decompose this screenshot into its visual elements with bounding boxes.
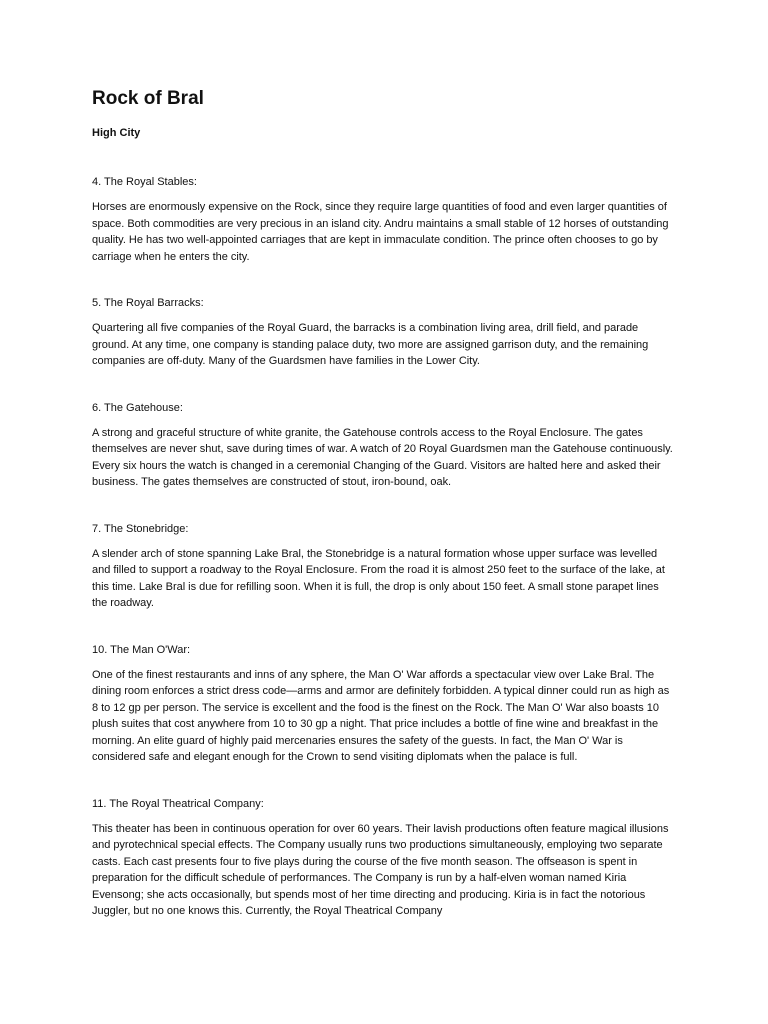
section-heading: 10. The Man O'War: bbox=[92, 643, 191, 656]
section-body: This theater has been in continuous operation for over 60 years. Their lavish productions often feature magical illusions and pyrotechnical special effects. The Company usually runs two productions simultaneously, employing two separate casts. Each cast presents four to five plays during the course of the five month season. The offseason is spent in preparation for the difficult schedule of performances. The Company is run by a half-elven woman named Kiria Evensong; she acts occasionally, but spends most of her time directing and producing. Kiria is in fact the notorious Juggler, but no one knows this. Currently, the Royal Theatrical Company bbox=[92, 822, 669, 917]
section-body: A slender arch of stone spanning Lake Bral, the Stonebridge is a natural formation whose upper surface was levelled and filled to support a roadway to the Royal Enclosure. From the road it is almost 250 feet to the surface of the lake, at this time. Lake Bral is due for refilling soon. When it is full, the drop is only about 150 feet. A small stone parapet lines the roadway. bbox=[92, 547, 665, 609]
section-heading: 7. The Stonebridge: bbox=[92, 522, 189, 535]
section-heading: 11. The Royal Theatrical Company: bbox=[92, 797, 264, 810]
page-title: Rock of Bral bbox=[92, 88, 204, 109]
section-heading: 5. The Royal Barracks: bbox=[92, 297, 204, 309]
section-man-o-war bbox=[92, 642, 676, 766]
section-royal-theatrical-company bbox=[92, 796, 676, 920]
page-subtitle: High City bbox=[92, 127, 141, 139]
section-body: One of the finest restaurants and inns of any sphere, the Man O' War affords a spectacular view over Lake Bral. The dining room enforces a strict dress code—arms and armor are definitely forbidden. A typical dinner could run as high as 8 to 12 gp per person. The service is excellent and the food is the finest on the Rock. The Man O' War also boasts 10 plush suites that cost anywhere from 10 to 30 gp a night. That price includes a bottle of fine wine and breakfast in the morning. An elite guard of highly paid mercenaries ensures the safety of the guests. In fact, the Man O' War is considered safe and elegant enough for the Crown to send visiting diplomats when the palace is full. bbox=[92, 668, 670, 763]
section-heading: 4. The Royal Stables: bbox=[92, 176, 197, 188]
section-royal-stables bbox=[92, 174, 676, 265]
section-heading: 6. The Gatehouse: bbox=[92, 401, 183, 414]
section-body: Horses are enormously expensive on the Rock, since they require large quantities of food and even larger quantities of space. Both commodities are very precious in an island city. Andru maintains a small stable of 12 horses of outstanding quality. He has two well-appointed carriages that are kept in immaculate condition. The prince often chooses to go by carriage when he enters the city. bbox=[92, 201, 669, 263]
section-body: A strong and graceful structure of white granite, the Gatehouse controls access to the Royal Enclosure. The gates themselves are never shut, save during times of war. A watch of 20 Royal Guardsmen man the Gatehouse continuously. Every six hours the watch is changed in a ceremonial Changing of the Guard. Visitors are halted here and asked their business. The gates themselves are constructed of stout, iron-bound, oak. bbox=[92, 426, 673, 488]
section-royal-barracks bbox=[92, 295, 676, 370]
section-gatehouse bbox=[92, 400, 676, 491]
section-stonebridge bbox=[92, 521, 676, 612]
section-body: Quartering all five companies of the Royal Guard, the barracks is a combination living area, drill field, and parade ground. At any time, one company is standing palace duty, two more are assigned garrison duty, and the remaining companies are off-duty. Many of the Guardsmen have families in the Lower City. bbox=[92, 322, 649, 367]
